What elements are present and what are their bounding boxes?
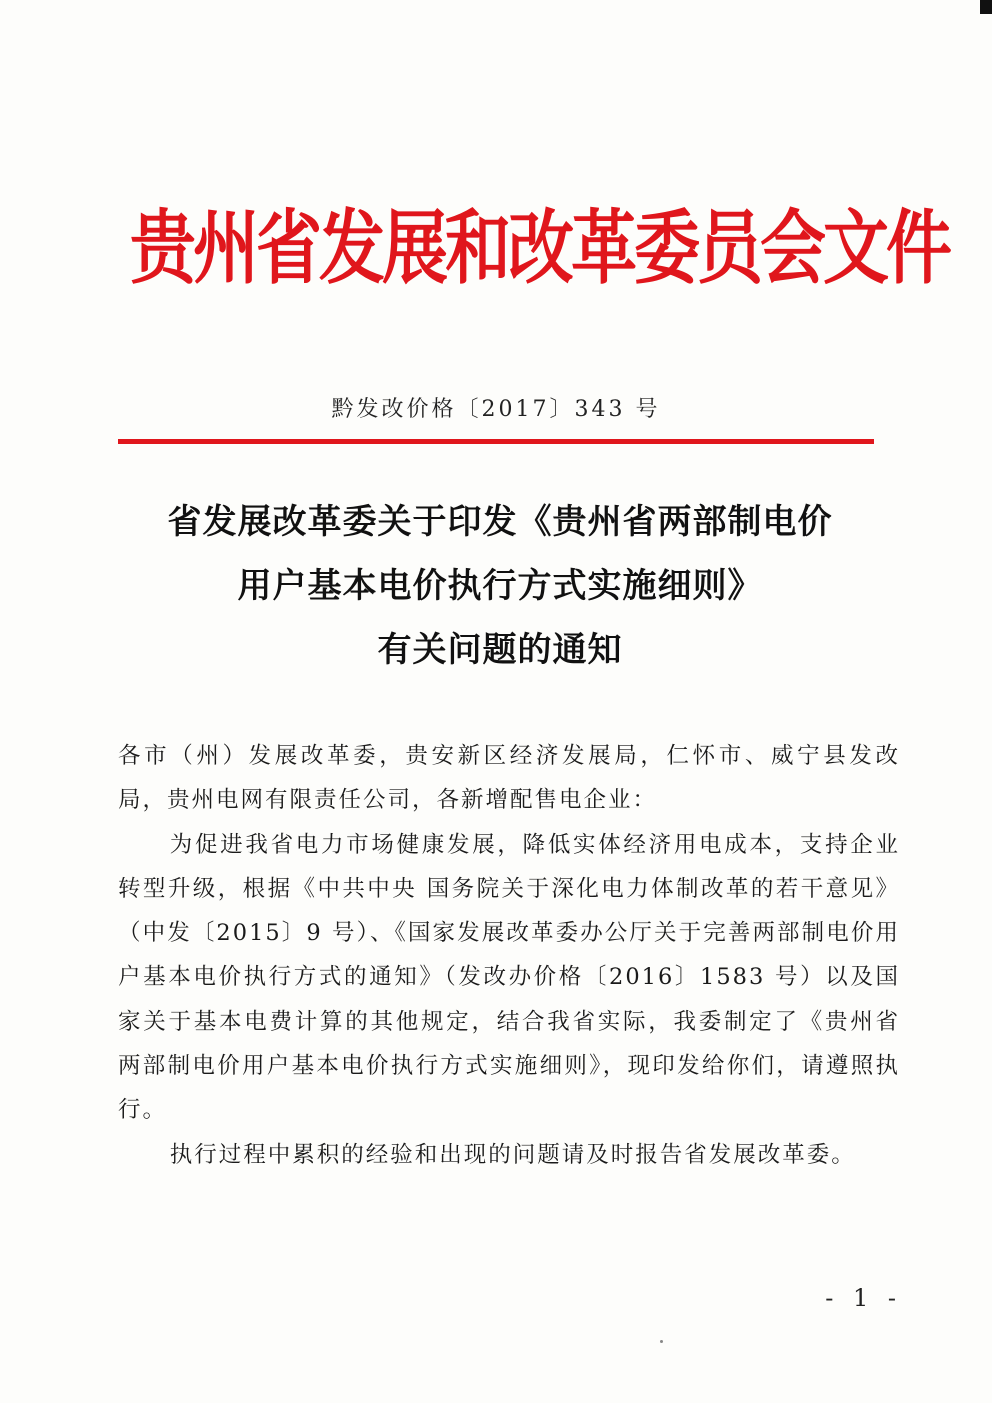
red-separator-line [118,439,874,444]
scan-corner-mark [980,0,992,14]
page-number: - 1 - [825,1284,902,1312]
notice-title [100,490,900,682]
document-number: 黔发改价格〔2017〕343 号 [331,397,661,422]
document-body [118,734,900,1177]
notice-title-line-3: 有关问题的通知 [377,630,623,670]
notice-title-line-1: 省发展改革委关于印发《贵州省两部制电价 [167,502,833,542]
salutation: 各市（州）发展改革委，贵安新区经济发展局，仁怀市、威宁县发改局，贵州电网有限责任公司，各新增配售电企业： [118,743,900,814]
scan-speck [660,1340,663,1343]
body-paragraph-2: 执行过程中累积的经验和出现的问题请及时报告省发展改革委。 [169,1141,856,1168]
body-paragraph-1: 为促进我省电力市场健康发展，降低实体经济用电成本，支持企业转型升级，根据《中共中央 国务院关于深化电力体制改革的若干意见》（中发〔2015〕9 号）、《国家发展改革委办公厅关于完善两部制电价用户基本电价执行方式的通知》（发改办价格〔2016〕1583 号）以及国家关于基本电费计算的其他规定，结合我省实际，我委制定了《贵州省两部制电价用户基本电价执行方式实施细则》，现印发给你们，请遵照执行。 [118,831,900,1124]
notice-title-line-2: 用户基本电价执行方式实施细则》 [237,566,763,606]
agency-header-title: 贵州省发展和改革委员会文件 [130,201,949,296]
